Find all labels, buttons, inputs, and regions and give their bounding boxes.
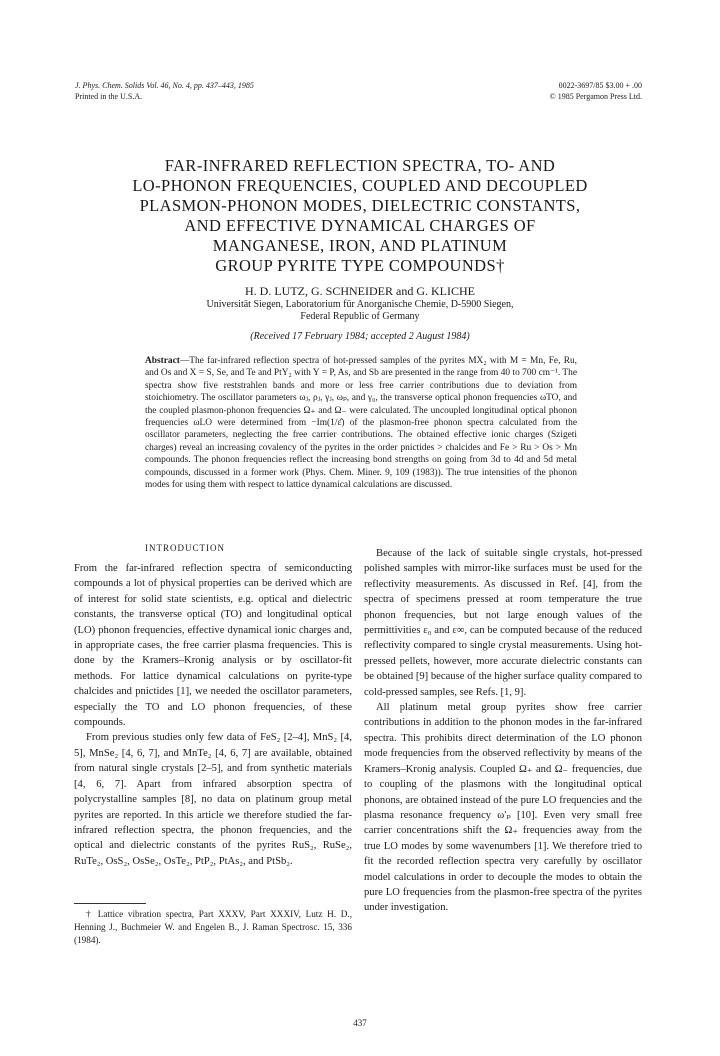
left-column [74,561,352,869]
received-dates: (Received 17 February 1984; accepted 2 August 1984) [250,331,470,342]
page-number: 437 [353,1018,367,1028]
publisher-header [550,80,642,102]
title-line: FAR-INFRARED REFLECTION SPECTRA, TO- AND [164,156,556,175]
affiliation-line: Universität Siegen, Laboratorium für Anorganische Chemie, D-5900 Siegen, [206,299,514,310]
body-paragraph: From the far-infrared reflection spectra of semiconducting compounds a lot of physical properties can be derived which are of interest for solid state scientists, e.g. optical and dielectric constants, the transverse optical (TO) and longitudinal optical (LO) phonon frequencies, effective dynamical ionic charges and, in appropriate cases, the free carrier plasma frequencies. This is done by the Kramers–Kronig analysis or by oscillator-fit methods. For lattice dynamical calculations on pyrite-type chalcides and pnictides [1], we needed the oscillator parameters, especially the TO and LO phonon frequencies, of these compounds. [74,563,352,729]
abstract-text: —The far-infrared reflection spectra of hot-pressed samples of the pyrites MX₂ with M = Mn, Fe, Ru, and Os and X = S, Se, and Te and PtY₂ with Y = P, As, and Sb are presented in the range from 40 to 700 cm⁻¹. The spectra show five reststrahlen bands and more or less free carrier contributions due to deviation from stoichiometry. The oscillator parameters ωⱼ, ρⱼ, γⱼ, ωₚ, and γ₀, the transverse optical phonon frequencies ωTO, and the coupled plasmon-phonon frequencies Ω₊ and Ω₋ were calculated. The uncoupled longitudinal optical phonon frequencies ωLO were determined from −Im(1/ε̂) of the plasmon-free phonon spectra calculated from the oscillator parameters, neglecting the free carrier contributions. The obtained effective ionic charges (Szigeti charges) reveal an increasing covalency of the pyrites in the order pnictides > chalcides and Fe > Ru > Os > Mn compounds. The phonon frequencies reflect the increasing bond strengths on going from 3d to 4d and 5d metal compounds, discussed in a former work (Phys. Chem. Miner. 9, 109 (1983)). The true intensities of the phonon modes for using them with respect to lattice dynamical calculations are discussed. [145,356,577,491]
abstract-label: Abstract [145,356,180,366]
affiliation [0,299,720,323]
abstract [145,355,577,491]
author-list: H. D. LUTZ, G. SCHNEIDER and G. KLICHE [245,284,475,298]
title-line: PLASMON-PHONON MODES, DIELECTRIC CONSTANTS, [139,196,581,215]
affiliation-line: Federal Republic of Germany [300,311,420,322]
title-line: LO-PHONON FREQUENCIES, COUPLED AND DECOUPLED [132,176,588,195]
title-line: AND EFFECTIVE DYNAMICAL CHARGES OF [184,216,536,235]
copyright-line: © 1985 Pergamon Press Ltd. [549,92,642,101]
body-paragraph: Because of the lack of suitable single crystals, hot-pressed polished samples with mirror-like surfaces must be used for the reflectivity measurements. As discussed in Ref. [4], from the spectra of specimens pressed at room temperature the true phonon frequencies, but not large enough values of the permittivities ε₀ and ε∞, can be computed because of the reduced reflectivity compared to single crystal measurements. Using hot-pressed pellets, however, more accurate dielectric constants can be obtained [9] because of the higher surface quality compared to cold-pressed samples, see Refs. [1, 9]. [364,548,642,698]
section-heading-introduction: INTRODUCTION [145,543,225,553]
issn-price: 0022-3697/85 $3.00 + .00 [558,81,642,90]
journal-header [75,80,254,102]
printed-location: Printed in the U.S.A. [75,92,143,101]
right-column [364,546,642,916]
title-line: GROUP PYRITE TYPE COMPOUNDS† [215,256,505,275]
title-line: MANGANESE, IRON, AND PLATINUM [212,236,508,255]
body-paragraph: From previous studies only few data of FeS₂ [2–4], MnS₂ [4, 5], MnSe₂ [4, 6, 7], and MnTe₂ [4, 6, 7] are available, obtained from natural single crystals [2–5], and from synthetic materials [4, 6, 7]. Apart from infrared absorption spectra of polycrystalline samples [8], no data on platinum group metal pyrites are reported. In this article we therefore studied the far-infrared reflection spectra, the phonon frequencies, and the optical and dielectric constants of the pyrites RuS₂, RuSe₂, RuTe₂, OsS₂, OsSe₂, OsTe₂, PtP₂, PtAs₂, and PtSb₂. [74,732,352,867]
body-paragraph: All platinum metal group pyrites show free carrier contributions in addition to the phonon modes in the far-infrared spectra. This prohibits direct determination of the LO phonon mode frequencies from the observed reflectivity by means of the Kramers–Kronig analysis. Coupled Ω₊ and Ω₋ frequencies, due to coupling of the plasmons with the longitudinal optical phonons, are obtained instead of the pure LO frequencies and the plasma resonance frequency ω′ₚ [10]. Even very small free carrier concentrations shift the Ω₊ frequencies away from the true LO modes by some wavenumbers [1]. We therefore tried to fit the recorded reflection spectra very carefully by oscillator model calculations in order to decouple the modes to obtain the pure LO frequencies from the plasmon-free spectra of the pyrites under investigation. [364,702,642,914]
footnote: † Lattice vibration spectra, Part XXXV, Part XXXIV, Lutz H. D., Henning J., Buchmeier W. and Engelen B., J. Raman Spectrosc. 15, 336 (1984). [74,909,352,945]
article-title [0,156,720,276]
footnote-divider [74,903,146,904]
journal-citation: J. Phys. Chem. Solids Vol. 46, No. 4, pp. 437–443, 1985 [75,81,254,90]
